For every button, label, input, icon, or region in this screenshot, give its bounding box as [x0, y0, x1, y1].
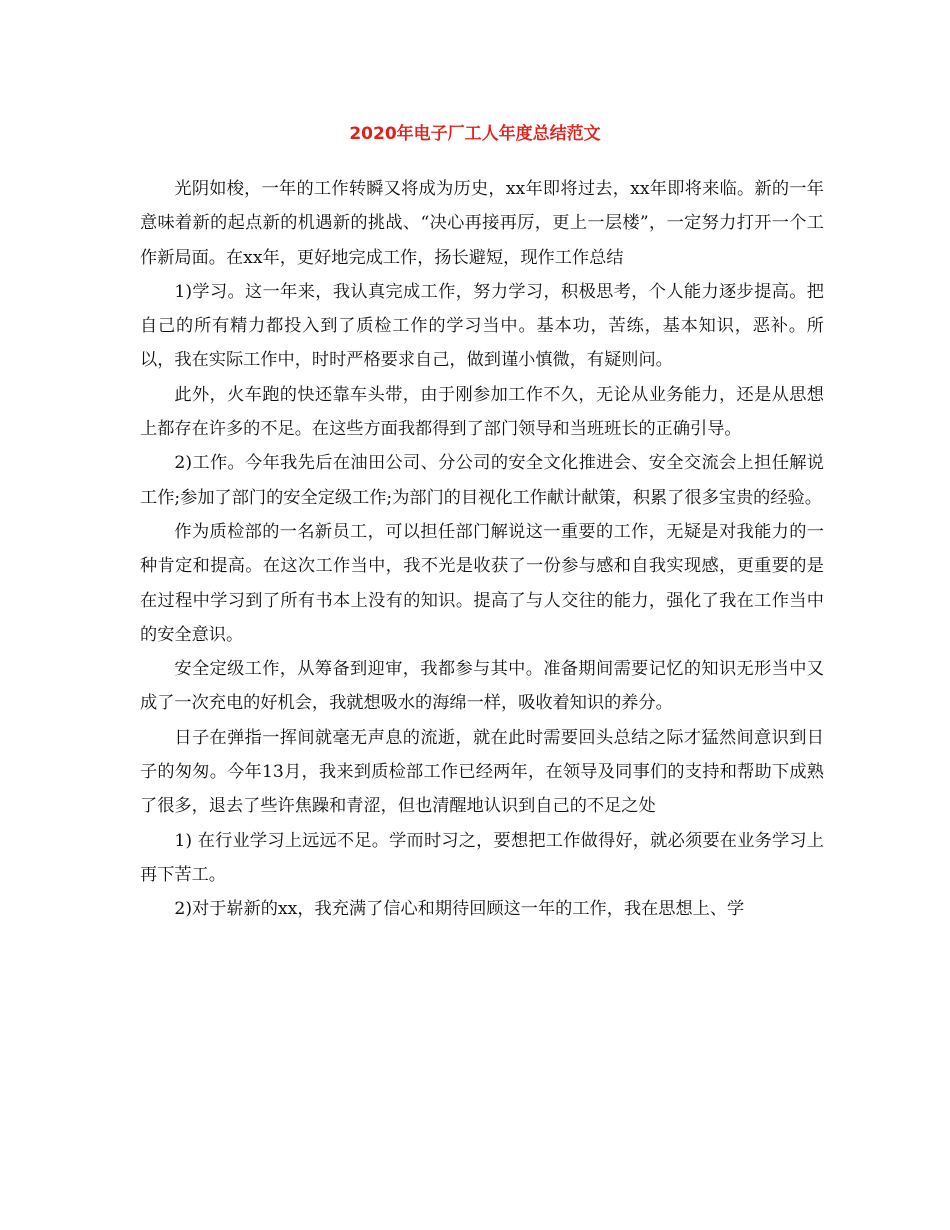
- paragraph-safety-grading: 安全定级工作，从筹备到迎审，我都参与其中。准备期间需要记忆的知识无形当中又成了一次充电的好机会，我就想吸水的海绵一样，吸收着知识的养分。: [140, 659, 824, 714]
- paragraph-intro: 光阴如梭，一年的工作转瞬又将成为历史，xx年即将过去，xx年即将来临。新的一年意味着新的起点新的机遇新的挑战、“决心再接再厉，更上一层楼”，一定努力打开一个工作新局面。在xx年，更好地完成工作，扬长避短，现作工作总结: [140, 179, 824, 268]
- paragraph-reflection: 日子在弹指一挥间就毫无声息的流逝，就在此时需要回头总结之际才猛然间意识到日子的匆匆。今年13月，我来到质检部工作已经两年，在领导及同事们的支持和帮助下成熟了很多，退去了些许焦躁和青涩，但也清醒地认识到自己的不足之处: [140, 727, 824, 817]
- document-title: 2020年电子厂工人年度总结范文: [349, 124, 601, 144]
- paragraph-guidance: 此外，火车跑的快还靠车头带，由于刚参加工作不久，无论从业务能力，还是从思想上都存在许多的不足。在这些方面我都得到了部门领导和当班班长的正确引导。: [140, 384, 824, 440]
- paragraph-new-employee: 作为质检部的一名新员工，可以担任部门解说这一重要的工作，无疑是对我能力的一种肯定和提高。在这次工作当中，我不光是收获了一份参与感和自我实现感，更重要的是在过程中学习到了所有书本上没有的知识。提高了与人交往的能力，强化了我在工作当中的安全意识。: [140, 521, 824, 645]
- paragraph-shortcoming-1: 1) 在行业学习上远远不足。学而时习之，要想把工作做得好，就必须要在业务学习上再下苦工。: [140, 830, 824, 885]
- paragraph-work: 2)工作。今年我先后在油田公司、分公司的安全文化推进会、安全交流会上担任解说工作;参加了部门的安全定级工作;为部门的目视化工作献计献策，积累了很多宝贵的经验。: [140, 453, 824, 508]
- paragraph-shortcoming-2: 2)对于崭新的xx，我充满了信心和期待回顾这一年的工作，我在思想上、学: [174, 899, 745, 920]
- document-body: [140, 172, 824, 927]
- paragraph-study: 1)学习。这一年来，我认真完成工作，努力学习，积极思考，个人能力逐步提高。把自己的所有精力都投入到了质检工作的学习当中。基本功，苦练，基本知识，恶补。所以，我在实际工作中，时时严格要求自己，做到谨小慎微，有疑则问。: [140, 281, 824, 371]
